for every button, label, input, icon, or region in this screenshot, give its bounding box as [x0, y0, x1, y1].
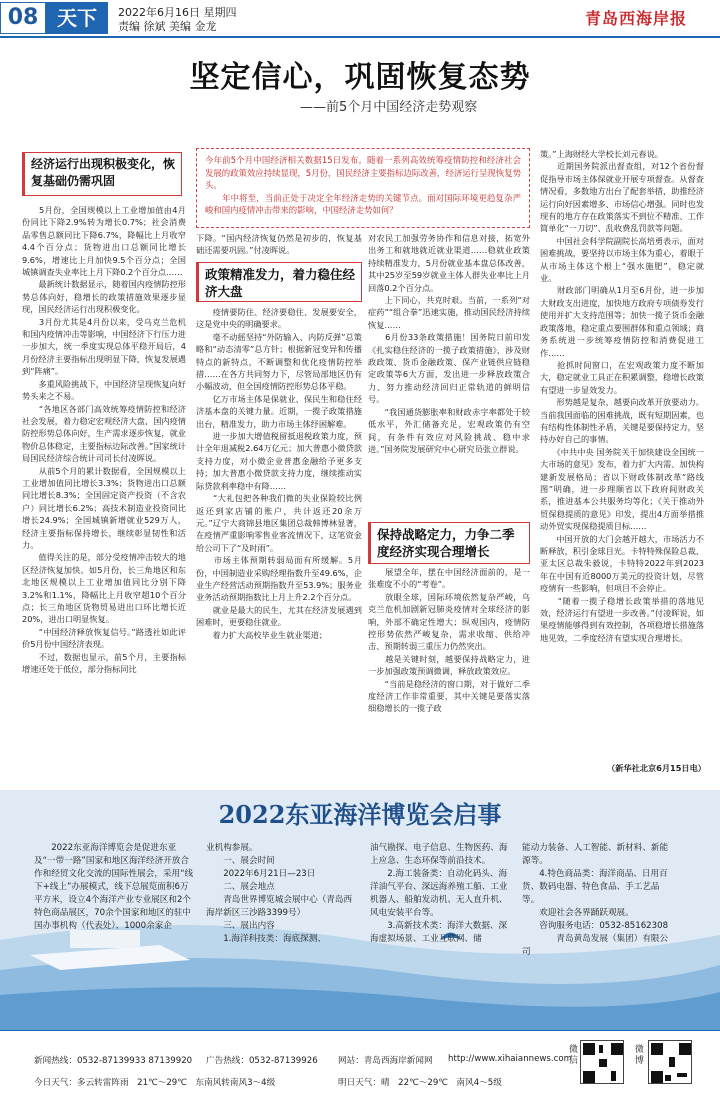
header-rule [0, 36, 720, 38]
newspaper-logo: 青岛西海岸报 [585, 9, 688, 28]
page-number: 08 [0, 2, 46, 34]
section-heading-3: 保持战略定力，力争二季度经济实现合理增长 [368, 522, 530, 564]
news-hotline: 新闻热线：0532-87139933 87139920 [34, 1056, 193, 1066]
expo-title: 2022东亚海洋博览会启事 [218, 800, 502, 829]
weibo-label: 微博 [633, 1044, 643, 1066]
editors: 责编 徐斌 美编 金龙 [118, 20, 217, 33]
article-column-1: 5月份，全国规模以上工业增加值由4月份同比下降2.9%转为增长0.7%；社会消费品零售总额同比下降6.7%，降幅比上月收窄4.4个百分点；货物进出口总额同比增长9.6%，增速比上月加快9.5个百分点；全国城镇调查失业率比上月下降0.2个百分点…… 最新统计数据显示，随着国内疫情防控形势总体向好，稳增长的政策措施效果逐步显现，国民经济运行出现积极变化。 3月份尤其是4月份以来，受乌克兰危机和国内疫情冲击等影响，中国经济下行压力进一步加大，统一季度实现总体平稳开局后，4月份经济主要指标出现明显下降，恢复发展遇到“阵痛”。 多重风险挑战下，中国经济呈现恢复向好势头来之不易。 “各地区各部门高效统筹疫情防控和经济社会发展，着力稳定宏观经济大盘，国内疫情防控形势总体向好，生产需求逐步恢复，就业物价总体稳定，主要指标边际改善。”国家统计局国民经济综合统计司司长付凌晖说。 从前5个月的累计数据看，全国规模以上工业增加值同比增长3.3%；货物进出口总额同比增长8.3%；全国固定资产投资（不含农户）同比增长6.2%；高技术制造业投资同比增长24.9%；全国城镇新增就业529万人，经济主要指标保持增长，继续彰显韧性和活力。 值得关注的是，部分受疫情冲击较大的地区经济恢复加快。如5月份，长三角地区和东北地区规模以上工业增加值同比分别下降3.2%和1.1%，降幅比上月收窄超10个百分点；长三角地区货物贸易进出口环比增长近20%，进出口明显恢复。 “中国经济释放恢复信号。”路透社如此评价5月份中国经济表现。 不过，数据也显示，前5个月，主要指标增速还处于低位，部分指标同比 [22, 205, 186, 675]
lead-box: 今年前5个月中国经济相关数据15日发布。随着一系列高效统筹疫情防控和经济社会发展的政策效应持续显现，5月份，国民经济主要指标边际改善，经济运行呈现恢复势头。 年中将至，当前正处于决定全年经济走势的关键节点。面对国际环境更趋复杂严峻和国内疫情冲击带来的影响，中国经济走势如何？ [196, 148, 530, 228]
page-title: 坚定信心，巩固恢复态势 [189, 60, 531, 95]
date-line: 2022年6月16日 星期四 责编 徐斌 美编 金龙 [118, 6, 237, 33]
article-column-4: 策。”上海财经大学校长刘元春说。 近期国务院派出督查组，对12个省份督促指导市场主体保就业开展专项督查。从督查情况看，多数地方出台了配套举措，助推经济运行向好因素增多、市场信心增强。同时也发现有的地方存在政策落实不到位不精准、工作简单化“一刀切”、乱收费乱罚款等问题。 中国社会科学院副院长高培勇表示，面对困难挑战，要坚持以市场主体为重心，着眼于从市场主体这个根上“强水施肥”，稳定就业。 财政部门明确从1月至6月份，进一步加大财政支出进度，加快地方政府专项债券发行使用并扩大支持范围等；加快一揽子货币金融政策落地，稳定重点要围群体和重点领域；商务系统进一步统筹疫情防控和消费促进工作…… 抢抓时间窗口，在宏观政策力度不断加大，稳定就业工具正在积累调整，稳增长政策有望进一步显效发力。 形势越是复杂，越要向改革开放要动力。当前我国面临的困难挑战，既有短期因素，也有结构性体制性矛盾，关键是要保持定力，坚持办好自己的事情。 《中共中央 国务院关于加快建设全国统一大市场的意见》发布，着力扩大内需、加快构建新发展格局；省以下财政体制改革“路线图”明确，进一步理顺省以下政府间财政关系，推进基本公共服务均等化；《关于推动外贸保稳提质的意见》印发，提出4方面举措推动外贸实现保稳提质目标…… 中国开放的大门会越开越大，市场活力不断释放，积引金球目光。卡特特殊保险总裁、亚太区总裁朱毅说，卡特特2022年到2023年在中国有近8000万美元的投资计划，尽管疫情有一些影响，但项目不会停止。 “随着一揽子稳增长政策举措的落地见效，经济运行有望进一步改善。”付凌晖说，如果疫情能够得到有效控制，各项稳增长措施落地见效，二季度经济有望实现合理增长。 [540, 149, 704, 643]
website-url[interactable]: http://www.xihaiannews.com [448, 1054, 572, 1064]
page-subtitle: ——前5个月中国经济走势观察 [300, 100, 478, 115]
section-heading-2: 政策精准发力，着力稳住经济大盘 [196, 262, 362, 302]
expo-column-1: 2022东亚海洋博览会是促进东亚及“一带一路”国家和地区海洋经济开放合作和经贸文化交流的国际性展会，采用“线下+线上”办展模式，线下总展览面积6万平方米，设立4个海洋产业专业展区和2个特色商品展区，70余个国家和地区的驻中国办事机构（代表处）、1000余家企 [34, 843, 194, 931]
article-column-2-top: 下降。“国内经济恢复仍然是初步的，恢复基础还需要巩固。”付凌晖说。 [196, 233, 362, 256]
today-weather: 今日天气：多云转雷阵雨 21℃～29℃ 东南风转南风3～4级 [34, 1078, 276, 1088]
wechat-label: 微信 [567, 1044, 577, 1066]
expo-column-4: 能动力装备、人工智能、新材料、新能源等。 4.特色商品类：海洋商品、日用百货、数码电器、特色食品、手工艺品等。 欢迎社会各界踊跃观展。 咨询服务电话：0532-85162308 青岛黄岛发展（集团）有限公司 [522, 843, 669, 957]
expo-column-2: 业机构参展。 一、展会时间 2022年6月21日—23日 二、展会地点 青岛世界博览城会展中心（青岛西海岸新区三沙路3399号） 三、展出内容 1.海洋科技类：海底探测、 [206, 843, 353, 944]
expo-column-3: 油气勘探、电子信息、生物医药、海上应急、生态环保等前沿技术。 2.海工装备类：自动化码头、海洋油气平台、深远海养殖工船、工业机器人、船舶发动机、无人直升机、风电安装平台等。 3.高新技术类：海洋大数据、深海虚拟场景、工业互联网、储 [370, 843, 508, 944]
weibo-qr-icon[interactable] [648, 1040, 692, 1084]
article-column-3: 展望全年，摆在中国经济面前的，是一张难度不小的“考卷”。 放眼全球，国际环境依然复杂严峻，乌克兰危机加剧新冠肺炎疫情对全球经济的影响，外部不确定性增大；纵观国内，疫情防控形势依然严峻复杂，需求收缩、供给冲击、预期转弱三重压力仍然突出。 越是关键时刻，越要保持战略定力，进一步加强政策预调微调，释放政策效应。 “当前是稳经济的窗口期，对于做好二季度经济工作非常重要，其中关键是要落实落细稳增长的一揽子政 [368, 567, 530, 714]
section-heading-1: 经济运行出现积极变化，恢复基础仍需巩固 [22, 152, 182, 196]
website-label: 网站：青岛西海岸新闻网 [338, 1056, 433, 1066]
article-column-2: 疫情要防住、经济要稳住、发展要安全，这是党中央的明确要求。 毫不动摇坚持“外防输入、内防反弹”总策略和“动态清零”总方针；根据新冠变异和传播特点的新特点，不断调整和优化疫情防控举措……在各方共同努力下，尽管局部地区仍有小幅波动，但全国疫情防控形势总体平稳。 亿万市场主体是保就业、保民生和稳住经济基本盘的关键力量。近期，一揽子政策措施出台，精准发力，助力市场主体纾困解难。 进一步加大增值税留抵退税政策力度，预计全年退减税2.64万亿元；加大普惠小微贷款支持力度，对小微企业普惠金融给予更多支持；加大普惠小微贷款支持力度，继续推动实际贷款利率稳中有降…… “大礼包把各种我们微的失业保险较比例返还到家店铺的账户，共计返还20余万元。”辽宁大商锦县地区集团总裁韩博林显著，在疫情严重影响零售业客流情况下，这笔资金给公司下了“及时雨”。 市场主体预期转弱局面有所缓解。5月份，中国制造业采购经理指数升至49.6%，企业生产经营活动预期指数升至53.9%；服务业业务活动预期指数比上月上升2.2个百分点。 就业是最大的民生，尤其在经济发展遇到困难时，更要稳住就业。 着力扩大高校毕业生就业渠道； [196, 307, 362, 640]
section-name: 天下 [46, 2, 108, 34]
article-column-3-top: 对农民工加强劳务协作和信息对接，拓宽外出务工和就地就近就业渠道……稳就业政策持续精准发力，5月份就业基本盘总体改善，其中25岁至59岁就业主体人群失业率比上月回落0.2个百分点。 上下同心，共克时艰。当前，一系列“对症药”“组合拳”迅速实施，推动国民经济持续恢复…… 6月份33条政策措施！国务院日前印发《扎实稳住经济的一揽子政策措施》，涉及财政政策、货币金融政策、保产业链供应链稳定政策等6大方面，发出进一步释放政策合力、努力推动经济回归正常轨道的鲜明信号。 “我国通货膨胀率和财政赤字率都处于较低水平，外汇储备充足，宏观政策仍有空间，有条件有效应对风险挑战、稳中求进。”国务院发展研究中心研究员张立群说。 [368, 233, 530, 454]
tomorrow-weather: 明日天气：晴 22℃～29℃ 南风4～5级 [338, 1078, 502, 1088]
article-dateline: （新华社北京6月15日电） [607, 763, 706, 773]
ad-hotline: 广告热线：0532-87139926 [206, 1056, 318, 1066]
wechat-qr-icon[interactable] [580, 1040, 624, 1084]
